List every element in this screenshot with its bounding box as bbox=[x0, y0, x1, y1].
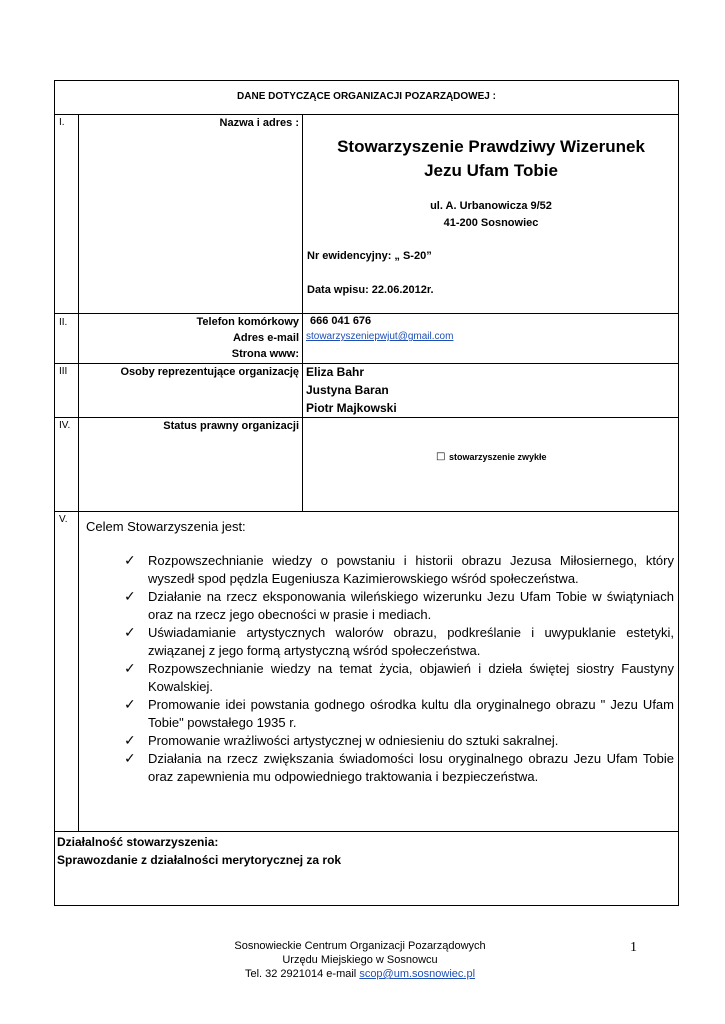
table-border-bottom bbox=[54, 905, 679, 906]
row-number: II. bbox=[59, 317, 68, 328]
checkbox-icon[interactable]: □ bbox=[436, 451, 446, 462]
activity-heading: Działalność stowarzyszenia: bbox=[57, 835, 219, 849]
goal-item bbox=[124, 732, 674, 750]
phone-label: Telefon komórkowy bbox=[196, 316, 299, 328]
goal-item bbox=[124, 588, 674, 624]
row-number: I. bbox=[59, 117, 65, 128]
footer-contact bbox=[150, 968, 570, 980]
row-number: III bbox=[59, 366, 68, 377]
phone-value: 666 041 676 bbox=[310, 315, 372, 327]
address-city: 41-200 Sosnowiec bbox=[443, 217, 539, 229]
checkmark-icon: ✓ bbox=[124, 625, 136, 641]
representatives-label: Osoby reprezentujące organizację bbox=[120, 366, 299, 378]
checkmark-icon: ✓ bbox=[124, 697, 136, 713]
column-divider bbox=[302, 114, 303, 511]
goal-text: Działania na rzecz zwiększania świadomości losu oryginalnego obrazu Jezu Ufam Tobie oraz zapewnienia mu odpowiedniego traktowania i bezpieczeństwa. bbox=[148, 751, 674, 784]
row-divider bbox=[54, 831, 679, 832]
checkmark-icon: ✓ bbox=[124, 553, 136, 569]
goal-text: Rozpowszechnianie wiedzy na temat życia, objawień i dzieła świętej siostry Faustyny Kowalskiej. bbox=[148, 661, 674, 694]
goal-text: Uświadamianie artystycznych walorów obrazu, podkreślanie i uwypuklanie estetyki, związanej z jego formą artystyczną wśród społeczeństwa. bbox=[148, 625, 674, 658]
goal-text: Promowanie wrażliwości artystycznej w odniesieniu do sztuki sakralnej. bbox=[148, 733, 559, 748]
row-divider bbox=[54, 114, 679, 115]
checkmark-icon: ✓ bbox=[124, 661, 136, 677]
goal-item bbox=[124, 660, 674, 696]
goals-intro: Celem Stowarzyszenia jest: bbox=[86, 519, 246, 534]
entry-date: Data wpisu: 22.06.2012r. bbox=[307, 284, 434, 296]
section-header-title: DANE DOTYCZĄCE ORGANIZACJI POZARZĄDOWEJ : bbox=[237, 91, 496, 102]
goal-item bbox=[124, 624, 674, 660]
registration-number: Nr ewidencyjny: „ S-20” bbox=[307, 250, 432, 262]
table-border-top bbox=[54, 80, 679, 81]
email-label: Adres e-mail bbox=[232, 332, 299, 344]
row-divider bbox=[54, 363, 679, 364]
goal-text: Działanie na rzecz eksponowania wileńskiego wizerunku Jezu Ufam Tobie w świątyniach oraz na rzecz jego obecności w prasie i mediach. bbox=[148, 589, 674, 622]
row-divider bbox=[54, 511, 679, 512]
activity-report-heading: Sprawozdanie z działalności merytorycznej za rok bbox=[57, 853, 342, 867]
email-link[interactable]: stowarzyszeniepwjut@gmail.com bbox=[306, 331, 454, 342]
legal-status-value: stowarzyszenie zwykłe bbox=[449, 452, 547, 462]
representative-name: Justyna Baran bbox=[306, 383, 389, 397]
address-street: ul. A. Urbanowicza 9/52 bbox=[430, 200, 552, 212]
name-address-label: Nazwa i adres : bbox=[219, 117, 299, 129]
table-border-right bbox=[678, 80, 679, 906]
goal-item bbox=[124, 552, 674, 588]
goal-item bbox=[124, 750, 674, 786]
goal-item bbox=[124, 696, 674, 732]
organization-name-line1: Stowarzyszenie Prawdziwy Wizerunek bbox=[337, 137, 645, 156]
row-divider bbox=[54, 313, 679, 314]
goal-text: Rozpowszechnianie wiedzy o powstaniu i historii obrazu Jezusa Miłosiernego, który wyszedł spod pędzla Eugeniusza Kazimierowskiego wśród społeczeństwa. bbox=[148, 553, 674, 586]
organization-name-line2: Jezu Ufam Tobie bbox=[424, 161, 558, 180]
table-border-left bbox=[54, 80, 55, 906]
legal-status-label: Status prawny organizacji bbox=[163, 420, 299, 432]
goal-text: Promowanie idei powstania godnego ośrodka kultu dla oryginalnego obrazu " Jezu Ufam Tobie" powstałego 1935 r. bbox=[148, 697, 674, 730]
checkmark-icon: ✓ bbox=[124, 733, 136, 749]
row-number: V. bbox=[59, 514, 68, 525]
checkmark-icon: ✓ bbox=[124, 751, 136, 767]
footer-phone: Tel. 32 2921014 e-mail bbox=[244, 968, 360, 980]
goals-list bbox=[124, 552, 674, 786]
representative-name: Eliza Bahr bbox=[306, 365, 365, 379]
footer-office: Urzędu Miejskiego w Sosnowcu bbox=[282, 954, 438, 966]
footer-organization: Sosnowieckie Centrum Organizacji Pozarządowych bbox=[234, 940, 486, 952]
website-label: Strona www: bbox=[231, 348, 299, 360]
checkmark-icon: ✓ bbox=[124, 589, 136, 605]
row-divider bbox=[54, 417, 679, 418]
representative-name: Piotr Majkowski bbox=[306, 401, 397, 415]
column-divider bbox=[78, 114, 79, 831]
row-number: IV. bbox=[59, 420, 71, 431]
page-number: 1 bbox=[630, 940, 637, 955]
footer-email-link[interactable]: scop@um.sosnowiec.pl bbox=[359, 968, 476, 980]
